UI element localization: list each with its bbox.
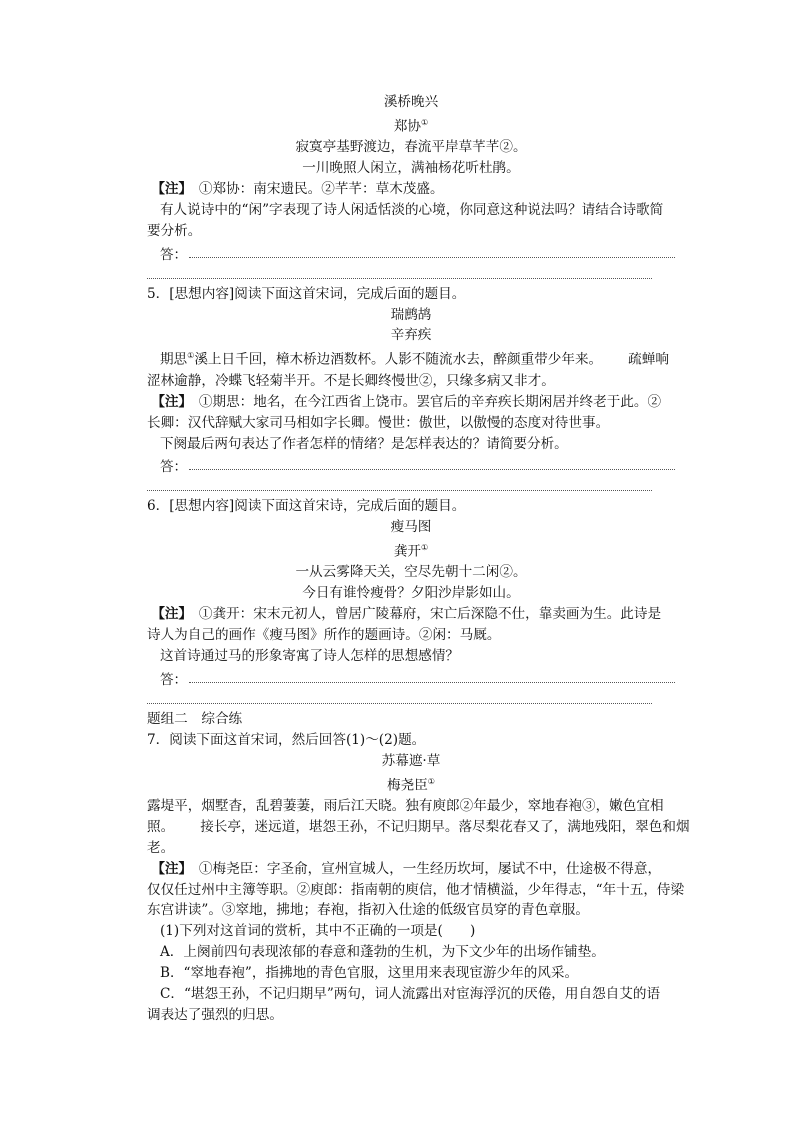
annotation: 长卿：汉代辞赋大家司马相如字长卿。慢世：傲世，以傲慢的态度对待世事。 — [147, 414, 610, 431]
annotation: 【注】 ①郑协：南宋遗民。②芊芊：草木茂盛。 — [151, 181, 444, 198]
poem-line: 老。 — [147, 839, 175, 856]
answer-line[interactable] — [147, 263, 675, 284]
section-heading: 题组二 综合练 — [147, 710, 243, 727]
annotation: 【注】 ①期思：地名，在今江西省上饶市。罢官后的辛弃疾长期闲居并终老于此。② — [151, 393, 662, 410]
option-b: B．“窣地春袍”，指拂地的青色官服，这里用来表现宦游少年的风采。 — [159, 965, 579, 982]
annotation: 东宫讲读”。③窣地，拂地；春袍，指初入仕途的低级官员穿的青色章服。 — [147, 902, 589, 919]
poem-author: 辛弃疾 — [390, 327, 432, 344]
poem-line: 一从云雾降天关，空尽先朝十二闲②。 — [295, 564, 527, 581]
poem-author: 龚开① — [393, 543, 429, 560]
option-a: A．上阕前四句表现浓郁的春意和蓬勃的生机，为下文少年的出场作铺垫。 — [159, 944, 605, 961]
question-text: 要分析。 — [147, 222, 202, 239]
answer-line[interactable]: 答： — [147, 454, 675, 475]
option-c: 调表达了强烈的归思。 — [147, 1007, 283, 1023]
poem-line: 照。 接长亭，迷远道，堪怨王孙，不记归期早。落尽梨花春又了，满地残阳，翠色和烟 — [147, 818, 690, 835]
poem-line: 一川晚照人闲立，满袖杨花听杜鹃。 — [302, 160, 520, 177]
sub-question: (1)下列对这首词的赏析，其中不正确的一项是( ) — [159, 923, 476, 940]
poem-author: 梅尧臣① — [387, 776, 435, 794]
poem-line: 今日有谁怜瘦骨？夕阳沙岸影如山。 — [302, 585, 520, 602]
answer-line[interactable] — [147, 475, 675, 496]
option-c: C．“堪怨王孙，不记归期早”两句，词人流露出对宦海浮沉的厌倦，用自怨自艾的语 — [159, 986, 661, 1003]
poem-author: 郑协① — [393, 117, 429, 135]
question-stem: 5．[思想内容]阅读下面这首宋词，完成后面的题目。 — [147, 285, 466, 302]
question-stem: 7．阅读下面这首宋词，然后回答(1)～(2)题。 — [147, 731, 426, 748]
question-stem: 6．[思想内容]阅读下面这首宋诗，完成后面的题目。 — [147, 498, 466, 515]
poem-title: 苏幕遮·草 — [381, 752, 441, 769]
annotation: 诗人为自己的画作《瘦马图》所作的题画诗。②闲：马厩。 — [147, 627, 501, 644]
answer-line[interactable]: 答： — [147, 667, 675, 688]
poem-title: 瘦马图 — [390, 519, 432, 536]
poem-title: 瑞鹧鸪 — [390, 306, 432, 323]
answer-line[interactable]: 答： — [147, 242, 675, 263]
document-page — [147, 92, 690, 1026]
poem-line: 露堤平，烟墅杳，乱碧萋萋，雨后江天晓。独有庾郎②年最少，窣地春袍③，嫩色宜相 — [147, 797, 664, 814]
poem-line: 期思①溪上日千回，樟木桥边酒数杯。人影不随流水去，醉颜重带少年来。 疏蝉响 — [159, 351, 669, 368]
question-text: 这首诗通过马的形象寄寓了诗人怎样的思想感情？ — [159, 648, 460, 665]
annotation: 仅仅任过州中主簿等职。②庾郎：指南朝的庾信，他才情横溢，少年得志，“年十五，侍梁 — [147, 881, 685, 898]
answer-line[interactable] — [147, 688, 675, 709]
annotation: 【注】 ①梅尧臣：字圣俞，宣州宣城人，一生经历坎坷，屡试不中，仕途极不得意， — [151, 860, 662, 877]
annotation: 【注】 ①龚开：宋末元初人，曾居广陵幕府，宋亡后深隐不仕，靠卖画为生。此诗是 — [151, 606, 662, 623]
poem-line: 寂寞亭基野渡边，春流平岸草芊芊②。 — [295, 139, 527, 156]
poem-title: 溪桥晚兴 — [383, 94, 439, 110]
question-text: 下阕最后两句表达了作者怎样的情绪？是怎样表达的？请简要分析。 — [159, 435, 568, 452]
question-text: 有人说诗中的“闲”字表现了诗人闲适恬淡的心境，你同意这种说法吗？请结合诗歌简 — [159, 202, 664, 219]
poem-line: 涩林逾静，冷蝶飞轻菊半开。不是长卿终慢世②，只缘多病又非才。 — [147, 372, 555, 389]
